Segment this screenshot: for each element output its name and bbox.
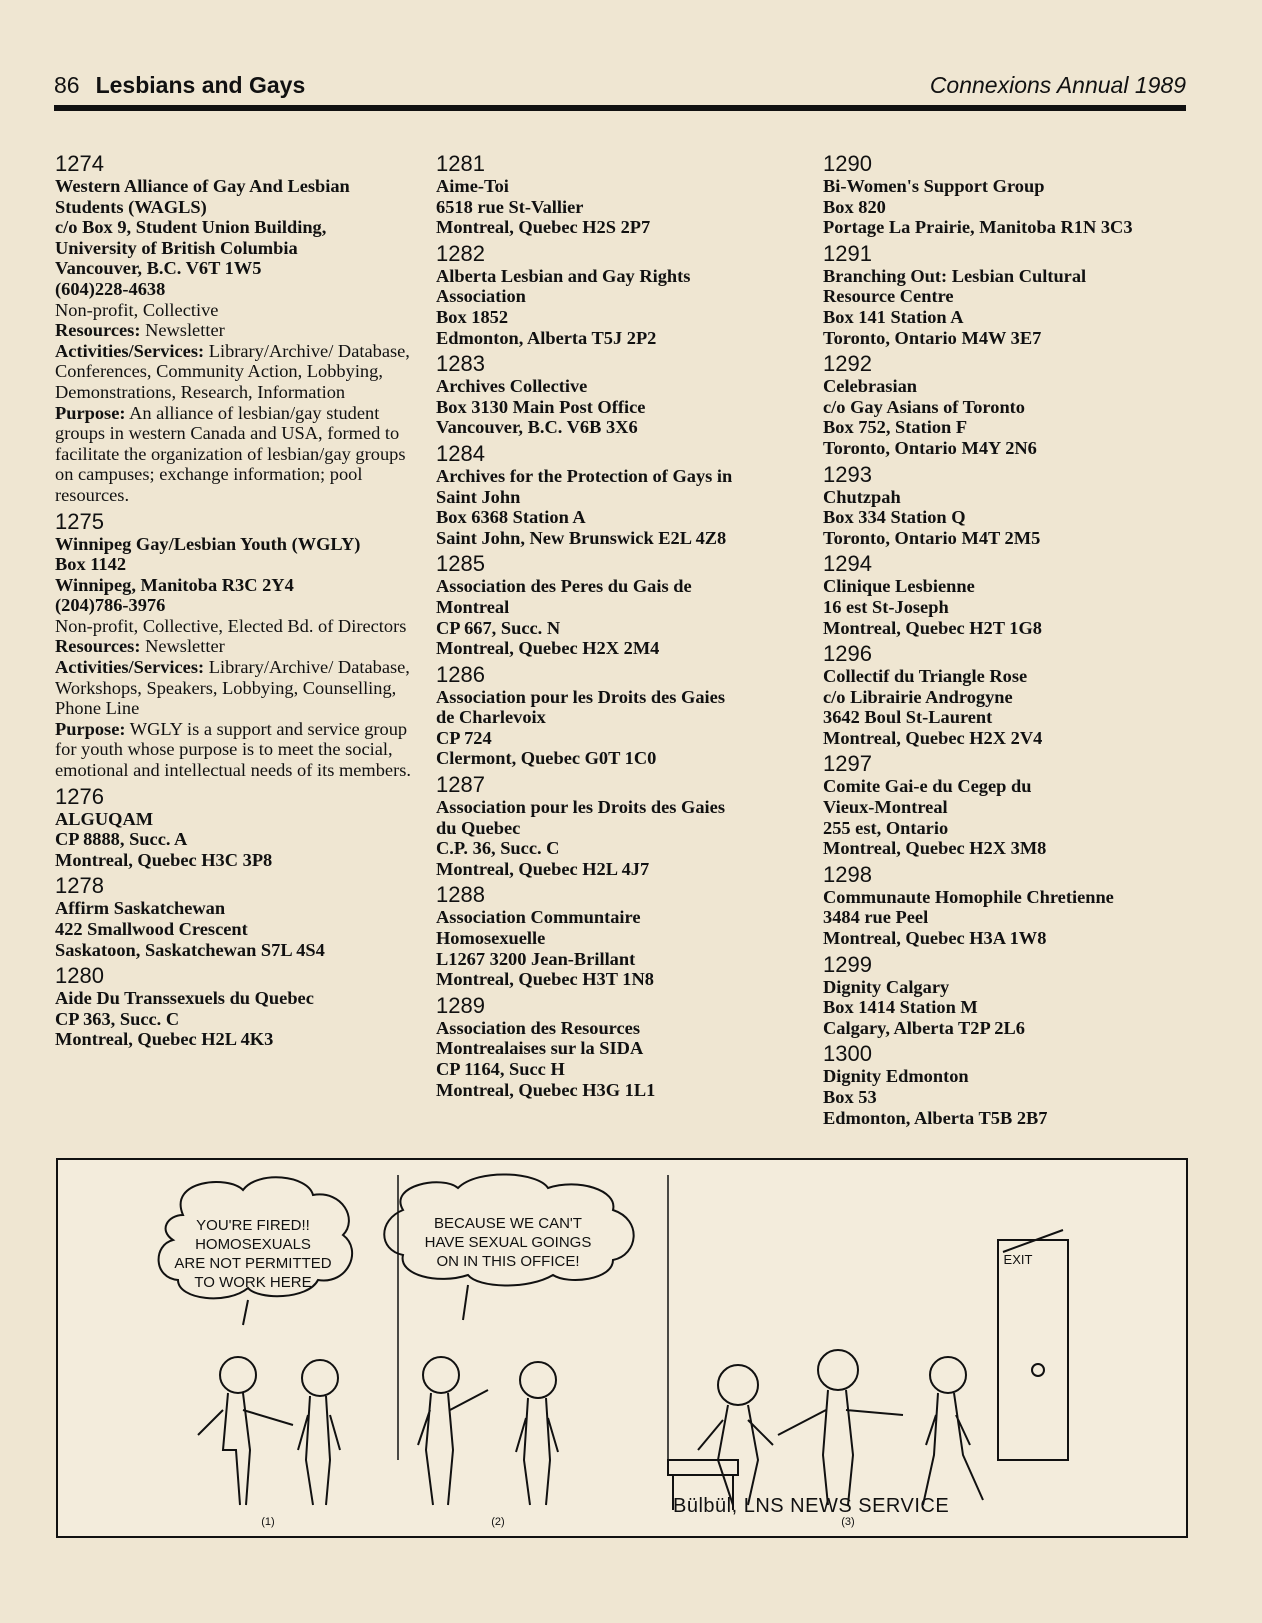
figure-boss-3 <box>778 1350 903 1505</box>
entry-detail <box>55 403 415 506</box>
entry-number: 1297 <box>823 751 872 777</box>
entry-line: (604)228-4638 <box>55 278 166 299</box>
entry-line: Association des Resources <box>436 1017 640 1038</box>
directory-entry <box>55 510 415 781</box>
directory-entry <box>436 663 796 769</box>
entry-line: Box 1414 Station M <box>823 997 978 1018</box>
entry-number: 1275 <box>55 508 104 534</box>
entry-detail <box>55 320 415 341</box>
entry-line: c/o Librairie Androgyne <box>823 686 1013 707</box>
section-title: Lesbians and Gays <box>95 72 306 98</box>
entry-number: 1288 <box>436 882 485 908</box>
directory-entry <box>823 863 1186 949</box>
entry-line: Calgary, Alberta T2P 2L6 <box>823 1017 1025 1038</box>
entry-detail <box>55 300 415 321</box>
entry-line: Montreal, Quebec H3A 1W8 <box>823 928 1047 949</box>
page-number: 86 <box>54 72 80 98</box>
entry-line: Montrealaises sur la SIDA <box>436 1038 644 1059</box>
entry-line: Homosexuelle <box>436 928 546 949</box>
bubble2-line-2: HAVE SEXUAL GOINGS <box>424 1234 592 1251</box>
entry-line: Archives for the Protection of Gays in <box>436 465 733 486</box>
directory-entry <box>823 552 1186 638</box>
bubble2-line-1: BECAUSE WE CAN'T <box>434 1215 582 1232</box>
figure-boss-2 <box>418 1357 488 1505</box>
entry-detail <box>55 616 415 637</box>
entry-line: Box 141 Station A <box>823 306 964 327</box>
entry-number: 1300 <box>823 1041 872 1067</box>
entry-number: 1290 <box>823 151 872 176</box>
exit-sign-text: EXIT <box>1003 1252 1033 1267</box>
entry-line: CP 724 <box>436 727 492 748</box>
entry-line: Association <box>436 286 526 307</box>
entry-line: Celebrasian <box>823 376 917 397</box>
entry-number: 1296 <box>823 641 872 667</box>
entry-line: Saint John, New Brunswick E2L 4Z8 <box>436 527 727 548</box>
entry-line: Resource Centre <box>823 286 954 307</box>
entry-number: 1283 <box>436 351 485 377</box>
entry-line: 255 est, Ontario <box>823 817 949 838</box>
entry-detail <box>55 341 415 403</box>
entry-line: Winnipeg Gay/Lesbian Youth (WGLY) <box>55 533 361 554</box>
entry-line: Students (WAGLS) <box>55 196 207 217</box>
figure-woman <box>668 1365 773 1510</box>
cartoon-strip <box>56 1158 1188 1538</box>
directory-entry <box>823 752 1186 858</box>
detail-label: Activities/Services: <box>55 340 205 361</box>
entry-number: 1276 <box>55 783 104 809</box>
directory-entry <box>436 994 796 1100</box>
entry-line: Aime-Toi <box>436 176 509 196</box>
directory-entry <box>436 552 796 658</box>
entry-line: University of British Columbia <box>55 237 298 258</box>
entry-line: Archives Collective <box>436 376 588 397</box>
entry-number: 1278 <box>55 873 104 899</box>
entry-line: CP 363, Succ. C <box>55 1008 180 1029</box>
directory-entry <box>823 152 1186 238</box>
directory-entry <box>823 642 1186 748</box>
entry-line: CP 667, Succ. N <box>436 617 561 638</box>
entry-number: 1291 <box>823 240 872 266</box>
entry-line: Saskatoon, Saskatchewan S7L 4S4 <box>55 939 325 960</box>
entry-line: Montreal, Quebec H2X 2V4 <box>823 727 1043 748</box>
entry-number: 1282 <box>436 240 485 266</box>
entry-line: Saint John <box>436 486 521 507</box>
page-header <box>54 70 1186 106</box>
entry-line: ALGUQAM <box>55 808 154 829</box>
entry-number: 1280 <box>55 963 104 989</box>
entry-detail <box>55 719 415 781</box>
entry-line: Toronto, Ontario M4Y 2N6 <box>823 437 1037 458</box>
entry-line: Box 752, Station F <box>823 417 968 438</box>
directory-entry <box>436 773 796 879</box>
entry-line: Montreal, Quebec H3G 1L1 <box>436 1079 656 1100</box>
entry-line: Box 334 Station Q <box>823 507 966 528</box>
detail-label: Resources: <box>55 320 141 341</box>
directory-entry <box>436 242 796 348</box>
entry-line: Box 1142 <box>55 554 127 575</box>
panel-label-3: (3) <box>841 1516 855 1528</box>
detail-label: Purpose: <box>55 402 126 423</box>
entry-line: Dignity Edmonton <box>823 1066 969 1087</box>
directory-entry <box>436 152 796 238</box>
entry-line: Clinique Lesbienne <box>823 576 975 597</box>
entry-line: Aide Du Transsexuels du Quebec <box>55 988 314 1009</box>
entry-line: c/o Gay Asians of Toronto <box>823 396 1025 417</box>
bubble1-line-2: HOMOSEXUALS <box>195 1236 311 1253</box>
entry-line: Portage La Prairie, Manitoba R1N 3C3 <box>823 217 1133 238</box>
directory-entry <box>55 785 415 871</box>
entry-number: 1289 <box>436 992 485 1018</box>
panel-label-1: (1) <box>261 1516 275 1528</box>
detail-label: Purpose: <box>55 718 126 739</box>
detail-label: Activities/Services: <box>55 657 205 678</box>
entry-line: Box 6368 Station A <box>436 507 586 528</box>
detail-text: Newsletter <box>140 320 225 341</box>
entry-line: Montreal, Quebec H2X 3M8 <box>823 838 1047 859</box>
entry-line: CP 1164, Succ H <box>436 1059 565 1079</box>
bubble2-line-3: ON IN THIS OFFICE! <box>436 1253 580 1270</box>
entry-line: Vancouver, B.C. V6B 3X6 <box>436 417 638 438</box>
entry-line: Western Alliance of Gay And Lesbian <box>55 176 350 196</box>
entry-line: Winnipeg, Manitoba R3C 2Y4 <box>55 574 294 595</box>
entry-line: Clermont, Quebec G0T 1C0 <box>436 748 657 769</box>
directory-entry <box>823 242 1186 348</box>
entry-line: Association Communtaire <box>436 907 641 928</box>
entry-line: (204)786-3976 <box>55 595 166 616</box>
header-rule <box>54 105 1186 111</box>
cartoon-illustration <box>58 1160 1186 1536</box>
entry-number: 1292 <box>823 351 872 377</box>
column-1 <box>55 150 415 1054</box>
entry-line: Box 820 <box>823 196 886 217</box>
bubble1-line-4: TO WORK HERE <box>194 1274 312 1291</box>
directory-entry <box>823 352 1186 458</box>
entry-line: Montreal, Quebec H2T 1G8 <box>823 617 1042 638</box>
entry-line: Toronto, Ontario M4T 2M5 <box>823 527 1041 548</box>
entry-line: Montreal, Quebec H2L 4J7 <box>436 858 650 879</box>
figure-boss-1 <box>198 1357 293 1505</box>
entry-number: 1285 <box>436 551 485 577</box>
entry-line: Box 53 <box>823 1087 877 1107</box>
entry-detail <box>55 636 415 657</box>
entry-line: Communaute Homophile Chretienne <box>823 886 1114 907</box>
entry-line: C.P. 36, Succ. C <box>436 838 560 859</box>
entry-line: L1267 3200 Jean-Brillant <box>436 948 636 969</box>
entry-line: CP 8888, Succ. A <box>55 829 188 850</box>
detail-text: Non-profit, Collective, Elected Bd. of Directors <box>55 615 407 636</box>
directory-entry <box>823 463 1186 549</box>
directory-entry <box>55 964 415 1050</box>
entry-number: 1274 <box>55 151 104 176</box>
column-3 <box>823 150 1186 1132</box>
detail-label: Resources: <box>55 636 141 657</box>
cartoon-credit: Bülbül, LNS NEWS SERVICE <box>673 1495 950 1517</box>
entry-line: c/o Box 9, Student Union Building, <box>55 217 327 238</box>
entry-line: Vancouver, B.C. V6T 1W5 <box>55 258 262 279</box>
entry-line: Chutzpah <box>823 486 901 507</box>
entry-line: Montreal, Quebec H2L 4K3 <box>55 1029 274 1050</box>
entry-line: Edmonton, Alberta T5J 2P2 <box>436 327 657 348</box>
entry-line: du Quebec <box>436 817 521 838</box>
detail-text: Newsletter <box>140 636 225 657</box>
entry-number: 1294 <box>823 551 872 577</box>
entry-number: 1293 <box>823 461 872 487</box>
directory-entry <box>55 874 415 960</box>
entry-line: Branching Out: Lesbian Cultural <box>823 265 1087 286</box>
entry-line: Bi-Women's Support Group <box>823 176 1045 196</box>
entry-line: 6518 rue St-Vallier <box>436 196 584 217</box>
entry-line: 422 Smallwood Crescent <box>55 919 248 939</box>
entry-number: 1299 <box>823 951 872 977</box>
entry-number: 1281 <box>436 151 485 176</box>
entry-number: 1298 <box>823 861 872 887</box>
directory-entry <box>436 442 796 548</box>
entry-line: Box 3130 Main Post Office <box>436 396 646 417</box>
entry-line: Association pour les Droits des Gaies <box>436 686 725 707</box>
entry-line: Montreal, Quebec H3T 1N8 <box>436 969 654 990</box>
entry-line: Association des Peres du Gais de <box>436 576 692 597</box>
directory-entry <box>436 352 796 438</box>
figure-worker-1 <box>298 1360 340 1505</box>
bubble1-line-1: YOU'RE FIRED!! <box>196 1217 310 1234</box>
entry-number: 1287 <box>436 772 485 798</box>
directory-entry <box>55 152 415 506</box>
entry-line: Edmonton, Alberta T5B 2B7 <box>823 1107 1048 1128</box>
entry-line: Affirm Saskatchewan <box>55 898 226 919</box>
entry-line: de Charlevoix <box>436 707 546 728</box>
entry-line: Dignity Calgary <box>823 976 950 997</box>
entry-number: 1286 <box>436 661 485 687</box>
entry-line: Alberta Lesbian and Gay Rights <box>436 265 691 286</box>
detail-text: Library/Archive/ Database, Workshops, Speakers, Lobbying, Counselling, Phone Line <box>55 657 410 719</box>
directory-entry <box>823 1042 1186 1128</box>
entry-detail <box>55 657 415 719</box>
entry-line: Collectif du Triangle Rose <box>823 666 1028 687</box>
entry-number: 1284 <box>436 440 485 466</box>
column-2 <box>436 150 796 1104</box>
entry-line: Comite Gai-e du Cegep du <box>823 776 1032 797</box>
entry-line: Vieux-Montreal <box>823 797 948 818</box>
figure-leaving <box>923 1357 983 1505</box>
figure-worker-2 <box>516 1362 558 1505</box>
bubble1-line-3: ARE NOT PERMITTED <box>174 1255 332 1272</box>
entry-line: Montreal, Quebec H3C 3P8 <box>55 849 273 870</box>
directory-entry <box>436 883 796 989</box>
entry-line: Montreal <box>436 596 510 617</box>
detail-text: An alliance of lesbian/gay student groups in western Canada and USA, formed to facilitate the organization of lesbian/gay groups on campuses; exchange information; pool resources. <box>55 402 406 505</box>
directory-entry <box>823 953 1186 1039</box>
entry-line: Box 1852 <box>436 306 509 327</box>
section-heading <box>54 72 305 99</box>
entry-line: Montreal, Quebec H2S 2P7 <box>436 217 651 238</box>
detail-text: Library/Archive/ Database, Conferences, Community Action, Lobbying, Demonstrations, Research, Information <box>55 340 410 402</box>
panel-label-2: (2) <box>491 1516 505 1528</box>
entry-line: 16 est St-Joseph <box>823 596 949 617</box>
entry-line: 3484 rue Peel <box>823 907 929 928</box>
publication-title: Connexions Annual 1989 <box>929 72 1186 98</box>
entry-line: Toronto, Ontario M4W 3E7 <box>823 327 1042 348</box>
detail-text: WGLY is a support and service group for youth whose purpose is to meet the social, emotional and intellectual needs of its members. <box>55 718 411 781</box>
entry-line: 3642 Boul St-Laurent <box>823 707 993 728</box>
detail-text: Non-profit, Collective <box>55 299 219 320</box>
entry-line: Association pour les Droits des Gaies <box>436 797 725 818</box>
entry-line: Montreal, Quebec H2X 2M4 <box>436 638 660 659</box>
